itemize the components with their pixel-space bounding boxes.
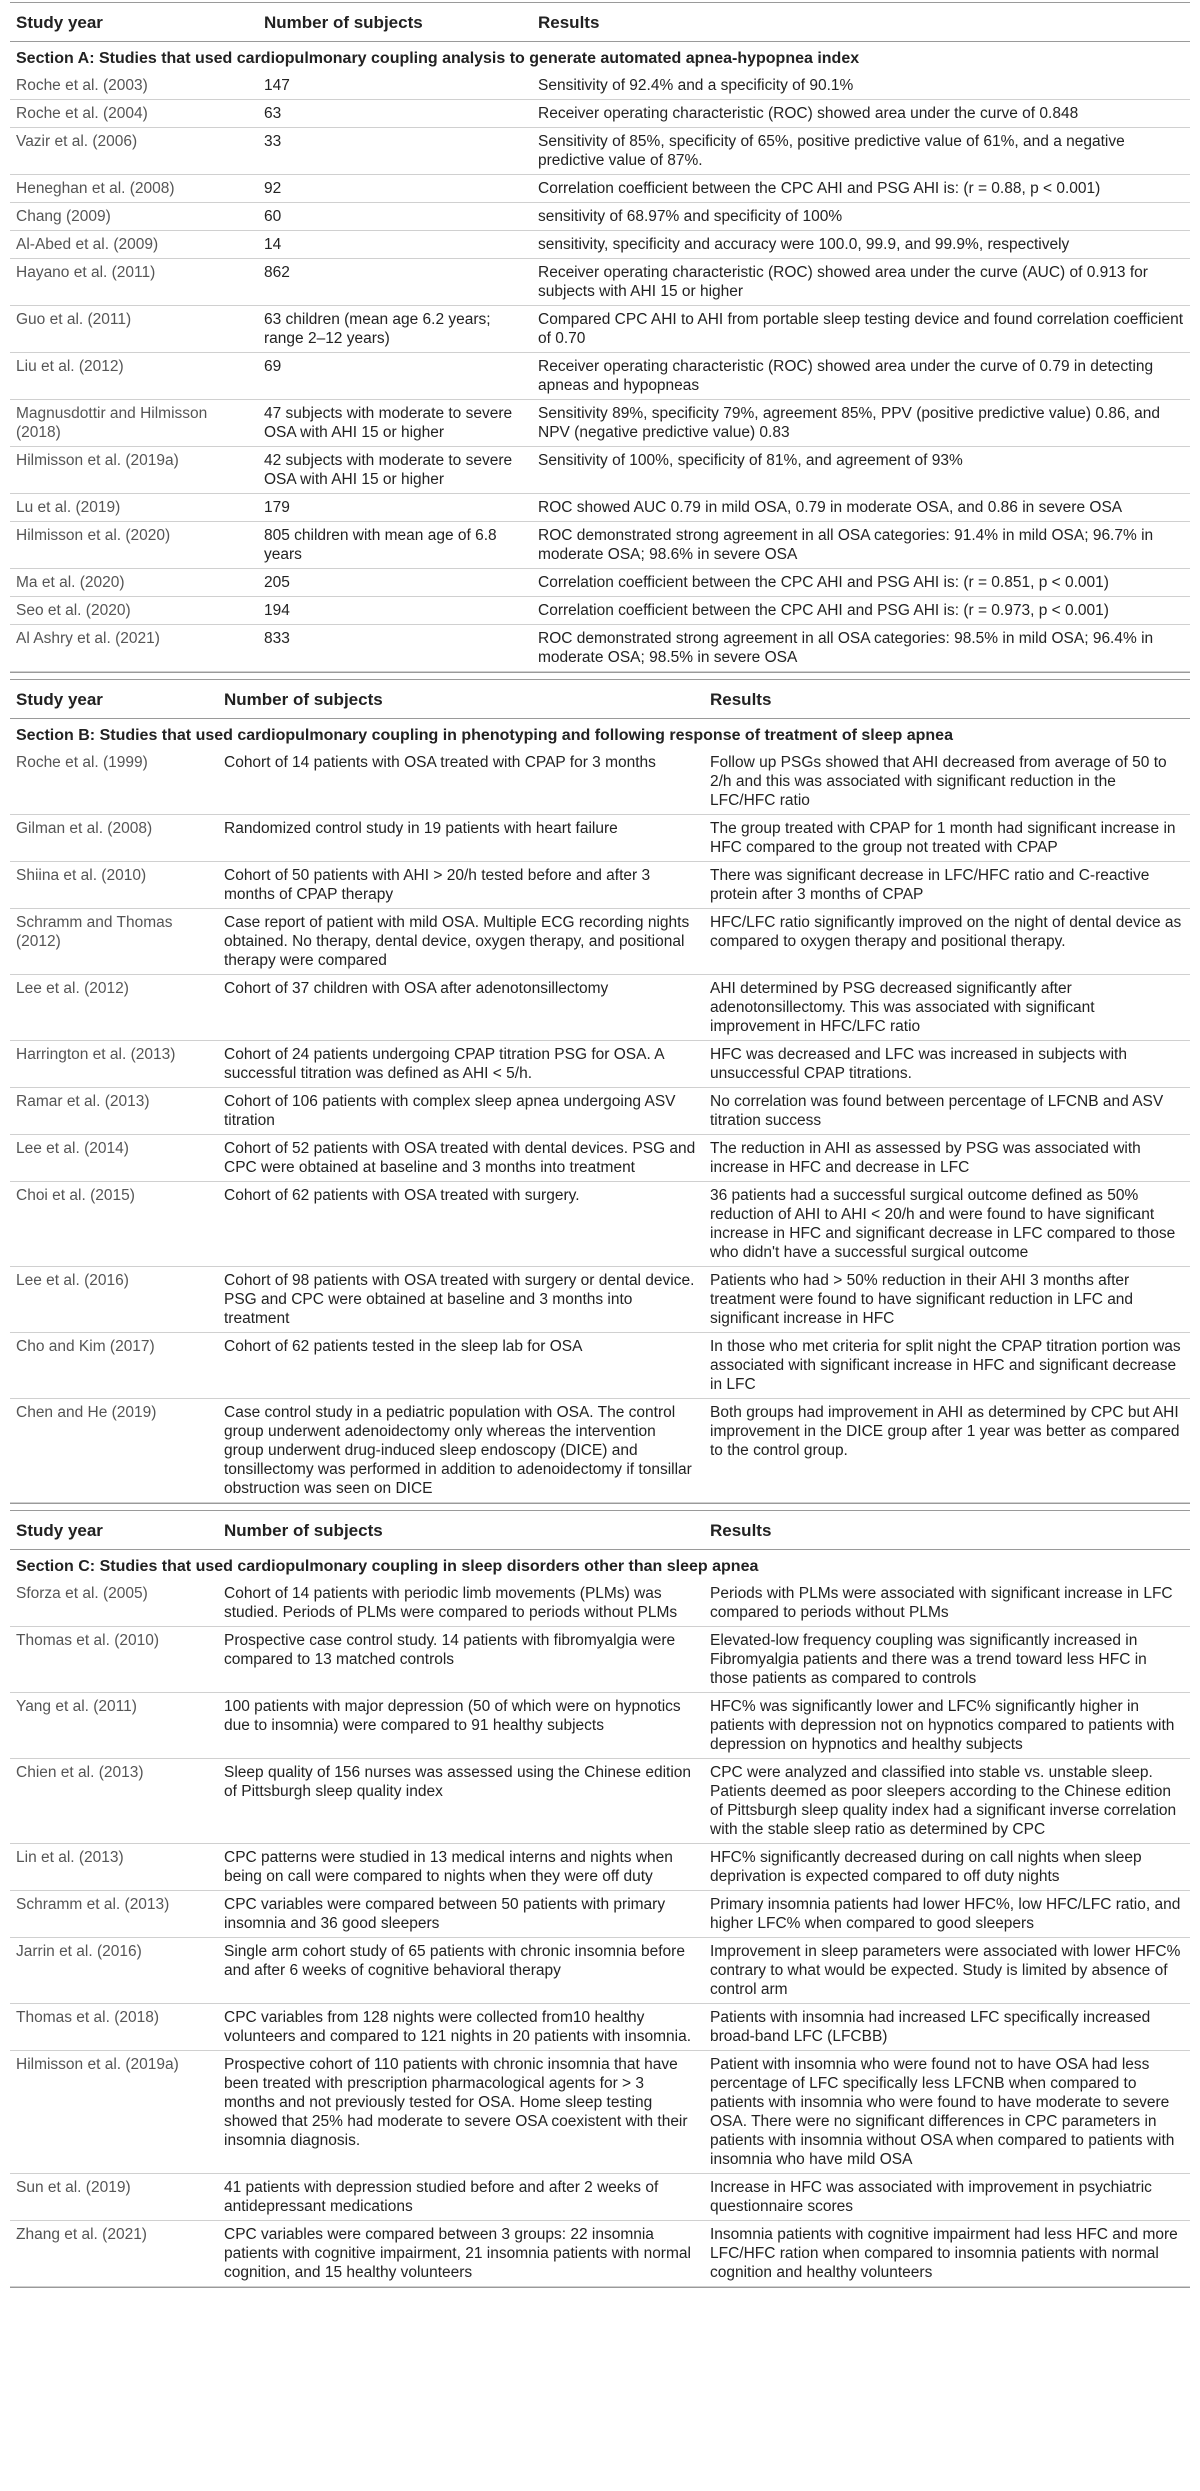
study-year-cell: Chen and He (2019) bbox=[16, 1404, 157, 1421]
number-of-subjects-cell: 60 bbox=[264, 208, 282, 225]
study-year-cell: Roche et al. (1999) bbox=[16, 754, 148, 771]
results-cell: ROC demonstrated strong agreement in all OSA categories: 91.4% in mild OSA; 96.7% in moderate OSA; 98.6% in severe OSA bbox=[538, 527, 1154, 563]
number-of-subjects-cell: Case report of patient with mild OSA. Multiple ECG recording nights obtained. No therapy, dental device, oxygen therapy, and positional therapy were compared bbox=[224, 914, 690, 969]
header-study-year: Study year bbox=[16, 1521, 103, 1540]
study-year-cell: Chang (2009) bbox=[16, 208, 111, 225]
number-of-subjects-cell: 63 bbox=[264, 105, 282, 122]
table-row bbox=[10, 862, 1190, 909]
number-of-subjects-cell: 833 bbox=[264, 630, 290, 647]
study-year-cell: Lee et al. (2012) bbox=[16, 980, 129, 997]
study-year-cell: Thomas et al. (2010) bbox=[16, 1632, 160, 1649]
table-row bbox=[10, 353, 1190, 400]
number-of-subjects-cell: CPC patterns were studied in 13 medical interns and nights when being on call were compared to nights when they were off duty bbox=[224, 1849, 673, 1885]
section-b-header-row bbox=[10, 679, 1190, 719]
study-year-cell: Lee et al. (2016) bbox=[16, 1272, 129, 1289]
study-year-cell: Heneghan et al. (2008) bbox=[16, 180, 175, 197]
table-row bbox=[10, 909, 1190, 975]
number-of-subjects-cell: Single arm cohort study of 65 patients with chronic insomnia before and after 6 weeks of cognitive behavioral therapy bbox=[224, 1943, 685, 1979]
study-year-cell: Al-Abed et al. (2009) bbox=[16, 236, 159, 253]
results-cell: The group treated with CPAP for 1 month had significant increase in HFC compared to the group not treated with CPAP bbox=[710, 820, 1176, 856]
table-row bbox=[10, 625, 1190, 672]
study-year-cell: Yang et al. (2011) bbox=[16, 1698, 137, 1715]
number-of-subjects-cell: Cohort of 37 children with OSA after adenotonsillectomy bbox=[224, 980, 609, 997]
results-cell: ROC showed AUC 0.79 in mild OSA, 0.79 in moderate OSA, and 0.86 in severe OSA bbox=[538, 499, 1123, 516]
results-cell: Receiver operating characteristic (ROC) showed area under the curve of 0.848 bbox=[538, 105, 1079, 122]
results-cell: HFC was decreased and LFC was increased in subjects with unsuccessful CPAP titrations. bbox=[710, 1046, 1127, 1082]
results-cell: Patients who had > 50% reduction in their AHI 3 months after treatment were found to have significant reduction in LFC and significant increase in HFC bbox=[710, 1272, 1134, 1327]
table-row bbox=[10, 597, 1190, 625]
results-cell: Receiver operating characteristic (ROC) showed area under the curve of 0.79 in detecting apneas and hypopneas bbox=[538, 358, 1154, 394]
table-row bbox=[10, 1938, 1190, 2004]
table-row bbox=[10, 2004, 1190, 2051]
study-year-cell: Choi et al. (2015) bbox=[16, 1187, 135, 1204]
results-cell: CPC were analyzed and classified into stable vs. unstable sleep. Patients deemed as poor sleepers according to the Chinese edition of Pittsburgh sleep quality index had a significant inverse correlation with the stable sleep ratio as determined by CPC bbox=[710, 1764, 1177, 1838]
table-row bbox=[10, 1580, 1190, 1627]
table-row bbox=[10, 1759, 1190, 1844]
number-of-subjects-cell: 41 patients with depression studied before and after 2 weeks of antidepressant medications bbox=[224, 2179, 659, 2215]
study-year-cell: Schramm and Thomas (2012) bbox=[16, 914, 173, 950]
results-cell: AHI determined by PSG decreased significantly after adenotonsillectomy. This was associated with significant improvement in HFC/LFC ratio bbox=[710, 980, 1095, 1035]
results-cell: Increase in HFC was associated with improvement in psychiatric questionnaire scores bbox=[710, 2179, 1152, 2215]
results-cell: Patients with insomnia had increased LFC specifically increased broad-band LFC (LFCBB) bbox=[710, 2009, 1151, 2045]
table-row bbox=[10, 1182, 1190, 1267]
study-year-cell: Guo et al. (2011) bbox=[16, 311, 132, 328]
results-cell: Compared CPC AHI to AHI from portable sleep testing device and found correlation coefficient of 0.70 bbox=[538, 311, 1184, 347]
results-cell: Improvement in sleep parameters were associated with lower HFC% contrary to what would be expected. Study is limited by absence of control arm bbox=[710, 1943, 1181, 1998]
number-of-subjects-cell: 69 bbox=[264, 358, 282, 375]
number-of-subjects-cell: Cohort of 50 patients with AHI > 20/h tested before and after 3 months of CPAP therapy bbox=[224, 867, 651, 903]
study-year-cell: Lin et al. (2013) bbox=[16, 1849, 124, 1866]
results-cell: Elevated-low frequency coupling was significantly increased in Fibromyalgia patients and there was a trend toward less HFC in those patients as compared to controls bbox=[710, 1632, 1147, 1687]
number-of-subjects-cell: Cohort of 106 patients with complex sleep apnea undergoing ASV titration bbox=[224, 1093, 676, 1129]
number-of-subjects-cell: 205 bbox=[264, 574, 290, 591]
table-row bbox=[10, 72, 1190, 100]
number-of-subjects-cell: Sleep quality of 156 nurses was assessed using the Chinese edition of Pittsburgh sleep quality index bbox=[224, 1764, 692, 1800]
number-of-subjects-cell: 14 bbox=[264, 236, 282, 253]
table-row bbox=[10, 1399, 1190, 1503]
study-year-cell: Sun et al. (2019) bbox=[16, 2179, 131, 2196]
cpc-studies-table bbox=[0, 2, 1200, 2288]
number-of-subjects-cell: Cohort of 14 patients with periodic limb movements (PLMs) was studied. Periods of PLMs were compared to periods without PLMs bbox=[224, 1585, 678, 1621]
header-number-of-subjects: Number of subjects bbox=[224, 1521, 383, 1540]
study-year-cell: Shiina et al. (2010) bbox=[16, 867, 147, 884]
section-b-rows bbox=[10, 749, 1190, 1504]
number-of-subjects-cell: 47 subjects with moderate to severe OSA with AHI 15 or higher bbox=[264, 405, 513, 441]
section-c-header-row bbox=[10, 1510, 1190, 1550]
table-row bbox=[10, 1333, 1190, 1399]
number-of-subjects-cell: 33 bbox=[264, 133, 282, 150]
study-year-cell: Hilmisson et al. (2019a) bbox=[16, 452, 179, 469]
header-number-of-subjects: Number of subjects bbox=[224, 690, 383, 709]
number-of-subjects-cell: 100 patients with major depression (50 of which were on hypnotics due to insomnia) were compared to 91 healthy subjects bbox=[224, 1698, 681, 1734]
table-row bbox=[10, 1844, 1190, 1891]
section-b-title: Section B: Studies that used cardiopulmonary coupling in phenotyping and following response of treatment of sleep apnea bbox=[16, 727, 953, 744]
results-cell: Patient with insomnia who were found not to have OSA had less percentage of LFC specifically less LFCNB when compared to patients with insomnia who were found to have moderate to severe OSA. There were no significant differences in CPC parameters in patients with insomnia without OSA when compared to patients with insomnia who have mild OSA bbox=[710, 2056, 1175, 2168]
table-row bbox=[10, 1041, 1190, 1088]
header-results: Results bbox=[538, 13, 600, 32]
table-row bbox=[10, 749, 1190, 815]
results-cell: Primary insomnia patients had lower HFC%, low HFC/LFC ratio, and higher LFC% when compared to good sleepers bbox=[710, 1896, 1181, 1932]
study-year-cell: Ramar et al. (2013) bbox=[16, 1093, 150, 1110]
table-row bbox=[10, 1627, 1190, 1693]
number-of-subjects-cell: CPC variables were compared between 3 groups: 22 insomnia patients with cognitive impairment, 21 insomnia patients with normal cognition, and 15 healthy volunteers bbox=[224, 2226, 691, 2281]
results-cell: The reduction in AHI as assessed by PSG was associated with increase in HFC and decrease in LFC bbox=[710, 1140, 1141, 1176]
header-study-year: Study year bbox=[16, 690, 103, 709]
table-row bbox=[10, 1135, 1190, 1182]
results-cell: Sensitivity 89%, specificity 79%, agreement 85%, PPV (positive predictive value) 0.86, and NPV (negative predictive value) 0.83 bbox=[538, 405, 1161, 441]
results-cell: sensitivity, specificity and accuracy were 100.0, 99.9, and 99.9%, respectively bbox=[538, 236, 1070, 253]
study-year-cell: Ma et al. (2020) bbox=[16, 574, 125, 591]
study-year-cell: Thomas et al. (2018) bbox=[16, 2009, 160, 2026]
number-of-subjects-cell: Cohort of 62 patients tested in the sleep lab for OSA bbox=[224, 1338, 583, 1355]
number-of-subjects-cell: Cohort of 52 patients with OSA treated with dental devices. PSG and CPC were obtained at baseline and 3 months into treatment bbox=[224, 1140, 696, 1176]
number-of-subjects-cell: 92 bbox=[264, 180, 282, 197]
number-of-subjects-cell: Cohort of 24 patients undergoing CPAP titration PSG for OSA. A successful titration was defined as AHI < 5/h. bbox=[224, 1046, 664, 1082]
study-year-cell: Sforza et al. (2005) bbox=[16, 1585, 148, 1602]
results-cell: Sensitivity of 85%, specificity of 65%, positive predictive value of 61%, and a negative predictive value of 87%. bbox=[538, 133, 1125, 169]
number-of-subjects-cell: 147 bbox=[264, 77, 290, 94]
number-of-subjects-cell: 862 bbox=[264, 264, 290, 281]
table-row bbox=[10, 975, 1190, 1041]
header-results: Results bbox=[710, 690, 772, 709]
table-row bbox=[10, 569, 1190, 597]
table-row bbox=[10, 128, 1190, 175]
results-cell: Periods with PLMs were associated with significant increase in LFC compared to periods without PLMs bbox=[710, 1585, 1173, 1621]
study-year-cell: Hilmisson et al. (2020) bbox=[16, 527, 171, 544]
study-year-cell: Roche et al. (2004) bbox=[16, 105, 148, 122]
table-row bbox=[10, 259, 1190, 306]
results-cell: Sensitivity of 100%, specificity of 81%, and agreement of 93% bbox=[538, 452, 963, 469]
table-row bbox=[10, 100, 1190, 128]
section-a-title: Section A: Studies that used cardiopulmonary coupling analysis to generate automated apnea-hypopnea index bbox=[16, 50, 860, 67]
number-of-subjects-cell: 805 children with mean age of 6.8 years bbox=[264, 527, 497, 563]
study-year-cell: Hilmisson et al. (2019a) bbox=[16, 2056, 179, 2073]
results-cell: HFC% significantly decreased during on call nights when sleep deprivation is expected compared to off duty nights bbox=[710, 1849, 1142, 1885]
results-cell: There was significant decrease in LFC/HFC ratio and C-reactive protein after 3 months of CPAP bbox=[710, 867, 1150, 903]
table-row bbox=[10, 447, 1190, 494]
table-row bbox=[10, 1693, 1190, 1759]
study-year-cell: Harrington et al. (2013) bbox=[16, 1046, 176, 1063]
number-of-subjects-cell: Case control study in a pediatric population with OSA. The control group underwent adenoidectomy only whereas the intervention group underwent drug-induced sleep endoscopy (DICE) and tonsillectomy was performed in addition to adenoidectomy if tonsillar obstruction was seen on DICE bbox=[224, 1404, 692, 1497]
number-of-subjects-cell: Randomized control study in 19 patients with heart failure bbox=[224, 820, 618, 837]
number-of-subjects-cell: Cohort of 62 patients with OSA treated with surgery. bbox=[224, 1187, 580, 1204]
table-row bbox=[10, 203, 1190, 231]
table-row bbox=[10, 815, 1190, 862]
number-of-subjects-cell: Cohort of 98 patients with OSA treated with surgery or dental device. PSG and CPC were obtained at baseline and 3 months into treatment bbox=[224, 1272, 695, 1327]
study-year-cell: Gilman et al. (2008) bbox=[16, 820, 153, 837]
results-cell: Correlation coefficient between the CPC AHI and PSG AHI is: (r = 0.973, p < 0.001) bbox=[538, 602, 1109, 619]
table-row bbox=[10, 231, 1190, 259]
results-cell: sensitivity of 68.97% and specificity of 100% bbox=[538, 208, 843, 225]
results-cell: Follow up PSGs showed that AHI decreased from average of 50 to 2/h and this was associated with significant reduction in the LFC/HFC ratio bbox=[710, 754, 1167, 809]
study-year-cell: Roche et al. (2003) bbox=[16, 77, 148, 94]
results-cell: Receiver operating characteristic (ROC) showed area under the curve (AUC) of 0.913 for subjects with AHI 15 or higher bbox=[538, 264, 1148, 300]
results-cell: In those who met criteria for split night the CPAP titration portion was associated with significant increase in HFC and significant decrease in LFC bbox=[710, 1338, 1181, 1393]
section-c-rows bbox=[10, 1580, 1190, 2288]
results-cell: Both groups had improvement in AHI as determined by CPC but AHI improvement in the DICE group after 1 year was better as compared to the control group. bbox=[710, 1404, 1180, 1459]
number-of-subjects-cell: 179 bbox=[264, 499, 290, 516]
study-year-cell: Magnusdottir and Hilmisson (2018) bbox=[16, 405, 208, 441]
section-c-title: Section C: Studies that used cardiopulmonary coupling in sleep disorders other than sleep apnea bbox=[16, 1558, 759, 1575]
results-cell: ROC demonstrated strong agreement in all OSA categories: 98.5% in mild OSA; 96.4% in moderate OSA; 98.5% in severe OSA bbox=[538, 630, 1154, 666]
header-study-year: Study year bbox=[16, 13, 103, 32]
study-year-cell: Al Ashry et al. (2021) bbox=[16, 630, 160, 647]
number-of-subjects-cell: Prospective case control study. 14 patients with fibromyalgia were compared to 13 matched controls bbox=[224, 1632, 676, 1668]
results-cell: 36 patients had a successful surgical outcome defined as 50% reduction of AHI to AHI < 20/h and were found to have significant increase in HFC and significant decrease in LFC compared to those who didn't have a successful surgical outcome bbox=[710, 1187, 1176, 1261]
table-row bbox=[10, 2051, 1190, 2174]
study-year-cell: Lee et al. (2014) bbox=[16, 1140, 129, 1157]
number-of-subjects-cell: CPC variables from 128 nights were collected from10 healthy volunteers and compared to 121 nights in 20 patients with insomnia. bbox=[224, 2009, 692, 2045]
results-cell: No correlation was found between percentage of LFCNB and ASV titration success bbox=[710, 1093, 1164, 1129]
study-year-cell: Jarrin et al. (2016) bbox=[16, 1943, 142, 1960]
header-results: Results bbox=[710, 1521, 772, 1540]
study-year-cell: Lu et al. (2019) bbox=[16, 499, 121, 516]
table-row bbox=[10, 2174, 1190, 2221]
results-cell: HFC% was significantly lower and LFC% significantly higher in patients with depression not on hypnotics compared to patients with depression on hypnotics and healthy subjects bbox=[710, 1698, 1175, 1753]
table-row bbox=[10, 522, 1190, 569]
number-of-subjects-cell: 42 subjects with moderate to severe OSA with AHI 15 or higher bbox=[264, 452, 513, 488]
number-of-subjects-cell: Cohort of 14 patients with OSA treated with CPAP for 3 months bbox=[224, 754, 656, 771]
table-row bbox=[10, 306, 1190, 353]
table-row bbox=[10, 1088, 1190, 1135]
results-cell: Insomnia patients with cognitive impairment had less HFC and more LFC/HFC ration when compared to insomnia patients with normal cognition and healthy volunteers bbox=[710, 2226, 1178, 2281]
study-year-cell: Cho and Kim (2017) bbox=[16, 1338, 155, 1355]
number-of-subjects-cell: Prospective cohort of 110 patients with chronic insomnia that have been treated with prescription pharmacological agents for > 3 months and not previously tested for OSA. Home sleep testing showed that 25% had moderate to severe OSA coexistent with their insomnia diagnosis. bbox=[224, 2056, 688, 2149]
study-year-cell: Hayano et al. (2011) bbox=[16, 264, 156, 281]
study-year-cell: Schramm et al. (2013) bbox=[16, 1896, 170, 1913]
study-year-cell: Chien et al. (2013) bbox=[16, 1764, 144, 1781]
section-a-header-row bbox=[10, 2, 1190, 42]
study-year-cell: Zhang et al. (2021) bbox=[16, 2226, 147, 2243]
header-number-of-subjects: Number of subjects bbox=[264, 13, 423, 32]
table-row bbox=[10, 400, 1190, 447]
number-of-subjects-cell: CPC variables were compared between 50 patients with primary insomnia and 36 good sleepers bbox=[224, 1896, 666, 1932]
study-year-cell: Seo et al. (2020) bbox=[16, 602, 131, 619]
number-of-subjects-cell: 194 bbox=[264, 602, 290, 619]
results-cell: Sensitivity of 92.4% and a specificity of 90.1% bbox=[538, 77, 854, 94]
section-a-rows bbox=[10, 72, 1190, 673]
results-cell: HFC/LFC ratio significantly improved on the night of dental device as compared to oxygen therapy and positional therapy. bbox=[710, 914, 1182, 950]
results-cell: Correlation coefficient between the CPC AHI and PSG AHI is: (r = 0.851, p < 0.001) bbox=[538, 574, 1109, 591]
study-year-cell: Vazir et al. (2006) bbox=[16, 133, 138, 150]
results-cell: Correlation coefficient between the CPC AHI and PSG AHI is: (r = 0.88, p < 0.001) bbox=[538, 180, 1101, 197]
table-row bbox=[10, 1267, 1190, 1333]
table-row bbox=[10, 175, 1190, 203]
table-row bbox=[10, 2221, 1190, 2287]
number-of-subjects-cell: 63 children (mean age 6.2 years; range 2–12 years) bbox=[264, 311, 491, 347]
table-row bbox=[10, 494, 1190, 522]
study-year-cell: Liu et al. (2012) bbox=[16, 358, 124, 375]
table-row bbox=[10, 1891, 1190, 1938]
